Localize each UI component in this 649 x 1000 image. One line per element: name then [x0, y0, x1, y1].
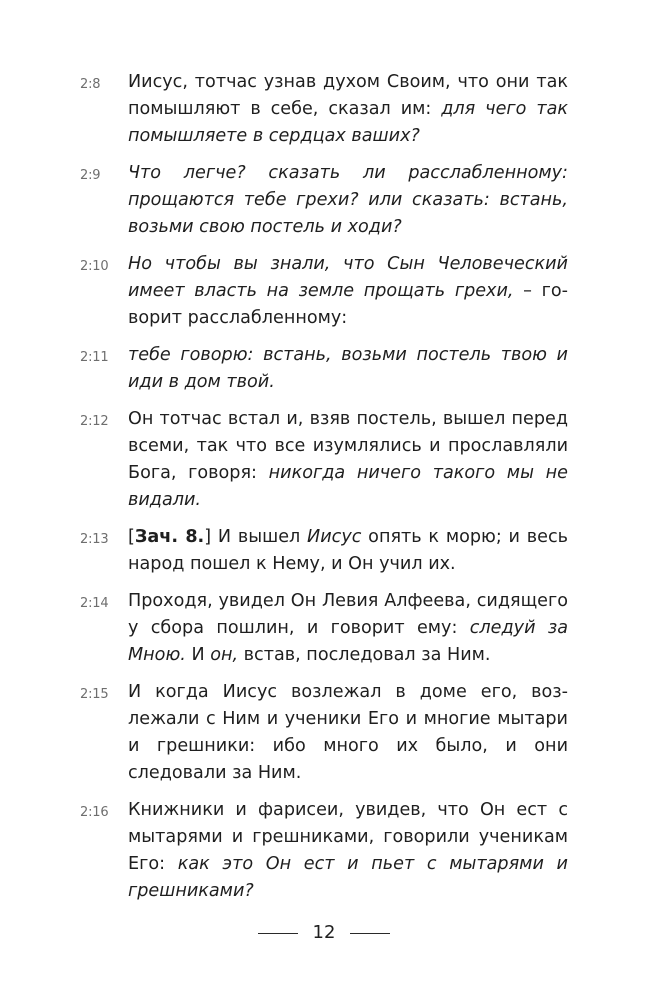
verse-number: 2:9: [80, 168, 101, 183]
text-run: И когда Иисус возлежал в доме его, возлежали с Ним и ученики Его и многие мытари и грешники: ибо много их было, и они следовали за Ним.: [128, 682, 568, 783]
verse-text: [128, 797, 568, 905]
verse-number: 2:16: [80, 805, 109, 820]
verse-text: [128, 406, 568, 514]
verse-text: [128, 524, 568, 578]
verse-number: 2:10: [80, 259, 109, 274]
text-run: И: [185, 645, 211, 665]
verse-number: 2:12: [80, 414, 109, 429]
text-run: встав, последовал за Ним.: [238, 645, 491, 665]
italic-text: следуй за Мною.: [128, 618, 568, 665]
verse-text: [128, 69, 568, 150]
page-number: 12: [312, 922, 336, 943]
verse-list: [0, 69, 649, 915]
verse: [0, 797, 649, 905]
verse-number: 2:11: [80, 350, 109, 365]
verse: [0, 679, 649, 787]
verse: [0, 160, 649, 241]
italic-text: он,: [210, 645, 239, 665]
italic-text: для чего так помышляете в сердцах ваших?: [128, 99, 568, 146]
text-run: Книжники и фарисеи, увидев, что Он ест с мытарями и грешниками, говорили ученикам Его:: [128, 800, 568, 874]
verse: [0, 251, 649, 332]
verse-text: [128, 251, 568, 332]
verse-number: 2:14: [80, 596, 109, 611]
text-run: [: [128, 527, 135, 547]
footer-rule-left: [258, 933, 298, 934]
verse: [0, 69, 649, 150]
italic-text: Иисус: [307, 527, 362, 547]
text-run: Он тотчас встал и, взяв постель, вышел перед всеми, так что все изумлялись и прославляли Бога, говоря:: [128, 409, 568, 483]
verse-number: 2:8: [80, 77, 101, 92]
italic-text: Что легче? сказать ли расслабленному: прощаются тебе грехи? или сказать: встань, возьми свою постель и ходи?: [128, 163, 568, 237]
verse: [0, 406, 649, 514]
verse-text: [128, 160, 568, 241]
text-run: Проходя, увидел Он Левия Алфеева, сидящего у сбора пошлин, и говорит ему:: [128, 591, 568, 638]
text-run: Иисус, тотчас узнав духом Своим, что они так помышляют в себе, сказал им:: [128, 72, 568, 119]
verse-number: 2:13: [80, 532, 109, 547]
verse-text: [128, 679, 568, 787]
text-run: – говорит расслабленному:: [128, 281, 568, 328]
italic-text: Но чтобы вы знали, что Сын Человеческий имеет власть на земле прощать грехи,: [128, 254, 568, 301]
verse: [0, 342, 649, 396]
verse-text: [128, 588, 568, 669]
text-run: ] И вышел: [204, 527, 308, 547]
pericope-marker: Зач. 8.: [134, 527, 205, 547]
page-footer: [0, 921, 649, 945]
verse-number: 2:15: [80, 687, 109, 702]
verse: [0, 588, 649, 669]
verse: [0, 524, 649, 578]
verse-text: [128, 342, 568, 396]
italic-text: как это Он ест и пьет с мытарями и грешниками?: [128, 854, 568, 901]
italic-text: тебе говорю: встань, возьми постель твою и иди в дом твой.: [128, 345, 568, 392]
footer-rule-right: [350, 933, 390, 934]
italic-text: никогда ничего такого мы не видали.: [128, 463, 568, 510]
text-run: опять к морю; и весь народ пошел к Нему, и Он учил их.: [128, 527, 569, 574]
